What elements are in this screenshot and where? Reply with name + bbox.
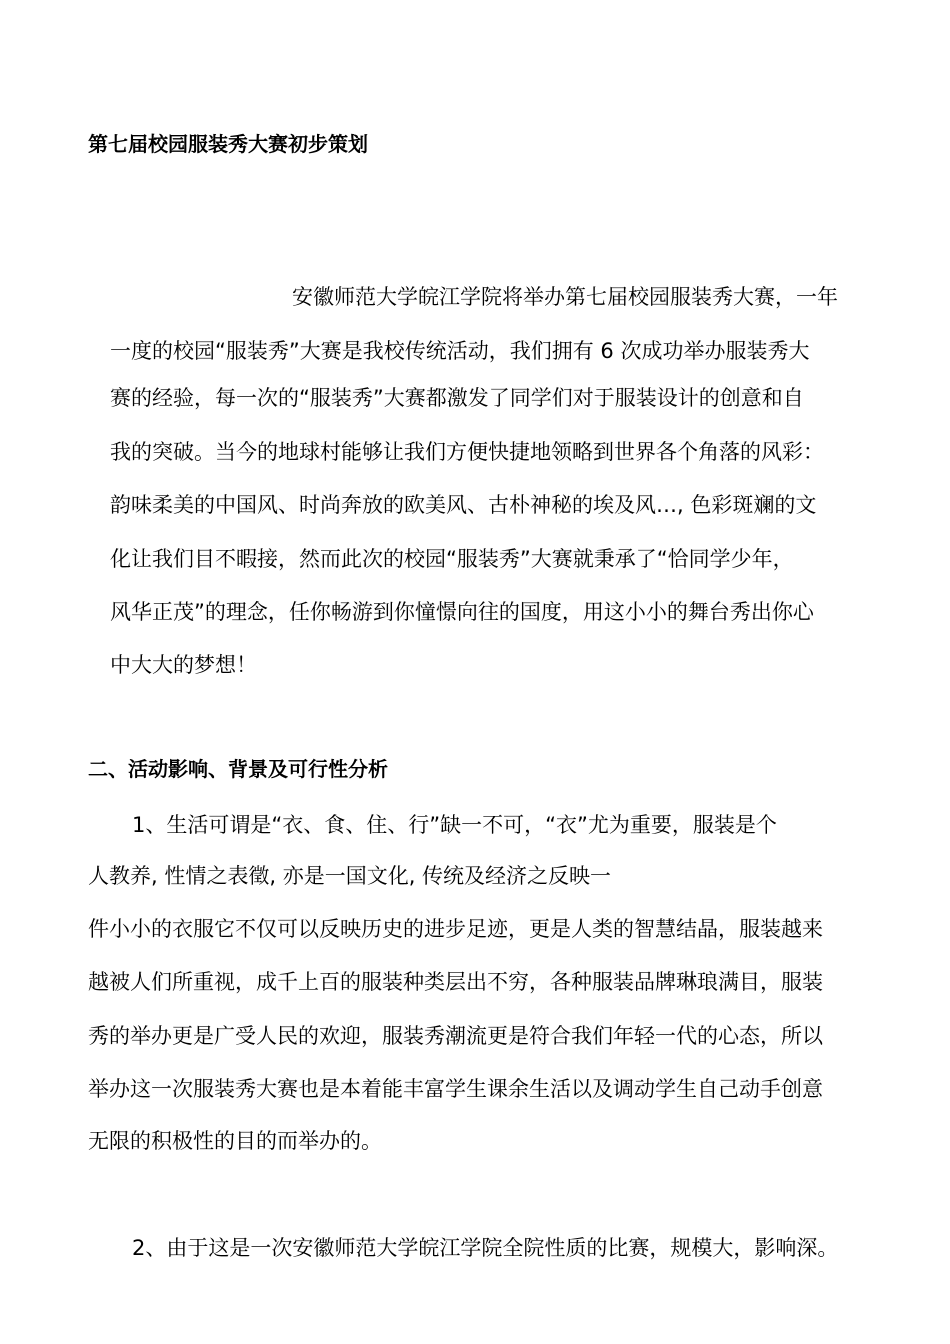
paragraph-line: 秀的举办更是广受人民的欢迎，服装秀潮流更是符合我们年轻一代的心态，所以: [88, 1024, 823, 1048]
section-heading: 二、活动影响、背景及可行性分析: [88, 757, 388, 781]
paragraph-line: 件小小的衣服它不仅可以反映历史的进步足迹，更是人类的智慧结晶，服装越来: [88, 917, 823, 941]
paragraph-line: 举办这一次服装秀大赛也是本着能丰富学生课余生活以及调动学生自己动手创意: [88, 1077, 823, 1101]
paragraph-line: 无限的积极性的目的而举办的。: [88, 1129, 382, 1153]
intro-line: 韵味柔美的中国风、时尚奔放的欧美风、古朴神秘的埃及风…, 色彩斑斓的文: [110, 493, 817, 517]
intro-line: 一度的校园“服装秀”大赛是我校传统活动，我们拥有 6 次成功举办服装秀大: [110, 339, 810, 363]
paragraph-line: 人教养, 性情之表徵, 亦是一国文化, 传统及经济之反映一: [88, 864, 612, 888]
intro-line: 我的突破。当今的地球村能够让我们方便快捷地领略到世界各个角落的风彩：: [110, 440, 824, 464]
document-title: 第七届校园服装秀大赛初步策划: [88, 132, 368, 156]
paragraph-line: 1、生活可谓是“衣、食、住、行”缺一不可，“衣”尤为重要，服装是个: [132, 813, 777, 837]
intro-line: 赛的经验，每一次的“服装秀”大赛都激发了同学们对于服装设计的创意和自: [110, 386, 804, 410]
intro-line: 风华正茂”的理念，任你畅游到你憧憬向往的国度，用这小小的舞台秀出你心: [110, 600, 814, 624]
paragraph-line: 2、由于这是一次安徽师范大学皖江学院全院性质的比赛，规模大，影响深。: [132, 1236, 839, 1260]
paragraph-line: 越被人们所重视，成千上百的服装种类层出不穷，各种服装品牌琳琅满目，服装: [88, 970, 823, 994]
intro-line: 化让我们目不暇接，然而此次的校园“服装秀”大赛就秉承了“恰同学少年，: [110, 547, 794, 571]
intro-line: 中大大的梦想！: [110, 653, 257, 677]
intro-line: 安徽师范大学皖江学院将举办第七届校园服装秀大赛，一年: [292, 285, 838, 309]
